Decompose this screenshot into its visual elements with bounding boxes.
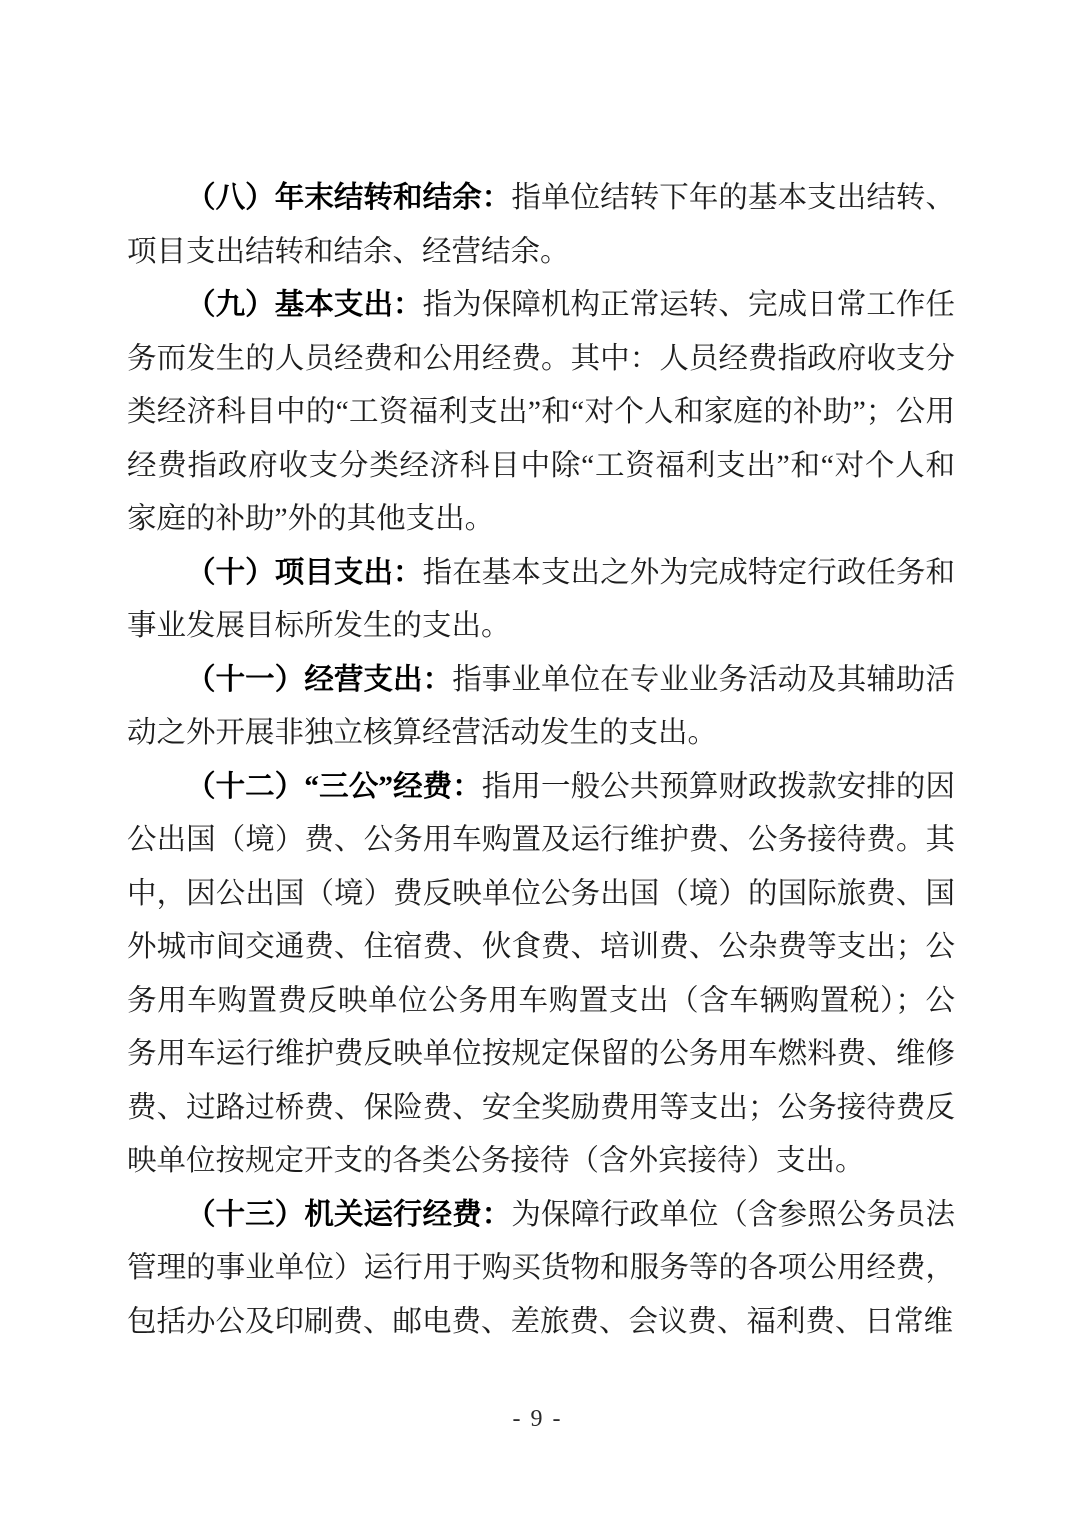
section-11-body: 指事业单位在专业业务活动及其辅助活动之外开展非独立核算经营活动发生的支出。 bbox=[127, 663, 955, 749]
section-12-heading: （十二）“三公”经费： bbox=[186, 770, 482, 803]
paragraph-section-11 bbox=[127, 654, 955, 761]
document-body bbox=[127, 172, 955, 1349]
section-13-body: 为保障行政单位（含参照公务员法管理的事业单位）运行用于购买货物和服务等的各项公用经费，包括办公及印刷费、邮电费、差旅费、会议费、福利费、日常维 bbox=[127, 1198, 955, 1338]
section-9-heading: （九）基本支出： bbox=[186, 289, 423, 321]
section-9-body: 指为保障机构正常运转、完成日常工作任务而发生的人员经费和公用经费。其中：人员经费指政府收支分类经济科目中的“工资福利支出”和“对个人和家庭的补助”；公用经费指政府收支分类经济科目中除“工资福利支出”和“对个人和家庭的补助”外的其他支出。 bbox=[127, 289, 955, 535]
paragraph-section-10 bbox=[127, 547, 955, 654]
paragraph-section-12 bbox=[127, 761, 955, 1189]
section-8-body: 指单位结转下年的基本支出结转、项目支出结转和结余、经营结余。 bbox=[127, 182, 955, 268]
paragraph-section-8 bbox=[127, 172, 955, 279]
section-10-heading: （十）项目支出： bbox=[186, 556, 423, 589]
paragraph-section-9 bbox=[127, 279, 955, 547]
section-13-heading: （十三）机关运行经费： bbox=[186, 1198, 512, 1231]
page-footer bbox=[0, 1402, 1075, 1436]
section-11-heading: （十一）经营支出： bbox=[186, 663, 453, 696]
section-8-heading: （八）年末结转和结余： bbox=[186, 182, 512, 214]
section-10-body: 指在基本支出之外为完成特定行政任务和事业发展目标所发生的支出。 bbox=[127, 556, 955, 642]
page-number: - 9 - bbox=[512, 1406, 563, 1432]
paragraph-section-13 bbox=[127, 1189, 955, 1350]
section-12-body: 指用一般公共预算财政拨款安排的因公出国（境）费、公务用车购置及运行维护费、公务接待费。其中，因公出国（境）费反映单位公务出国（境）的国际旅费、国外城市间交通费、住宿费、伙食费、培训费、公杂费等支出；公务用车购置费反映单位公务用车购置支出（含车辆购置税）；公务用车运行维护费反映单位按规定保留的公务用车燃料费、维修费、过路过桥费、保险费、安全奖励费用等支出；公务接待费反映单位按规定开支的各类公务接待（含外宾接待）支出。 bbox=[127, 770, 955, 1177]
